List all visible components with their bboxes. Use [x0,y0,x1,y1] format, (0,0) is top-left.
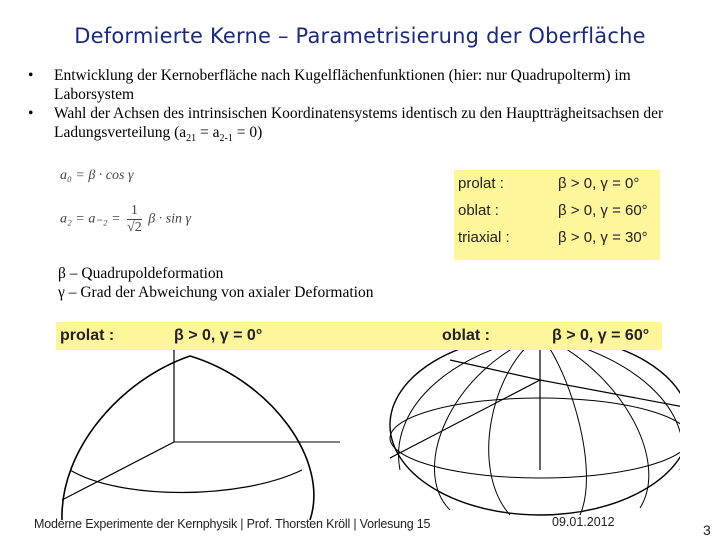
shape-condition: β > 0, γ = 60° [558,202,648,219]
bullet-item-axes [24,104,684,148]
definitions [58,264,373,302]
fraction-numerator: 1 [127,203,142,220]
shape-condition-table [454,170,652,251]
shape-condition: β > 0, γ = 0° [558,175,640,192]
bullet-list [24,66,684,148]
bullet-item-expansion [24,66,684,104]
footer-date: 09.01.2012 [552,515,615,529]
shape-name: prolat : [458,175,504,192]
prolat-label: prolat : [60,327,115,344]
subscript: 2-1 [219,133,233,145]
bullet-text: Entwicklung der Kernoberfläche nach Kugelflächenfunktionen (hier: nur Quadrupolterm) im Laborsystem [54,67,631,103]
fraction-denominator: √2 [127,220,142,235]
oblat-label: oblat : [442,327,490,344]
shape-condition: β > 0, γ = 30° [558,229,648,246]
fraction [127,203,142,236]
page-number: 3 [703,522,711,538]
table-row [454,170,652,197]
formula-a2 [60,203,191,236]
definition-beta: β – Quadrupoldeformation [58,265,224,282]
bullet-mark: • [28,67,34,84]
bullet-mark: • [28,105,34,122]
definition-gamma: γ – Grad der Abweichung von axialer Deformation [58,284,374,301]
formula-lhs: a₂ = a₋₂ = [60,211,121,227]
oblat-condition: β > 0, γ = 60° [552,327,650,344]
oblate-spheroid [390,350,680,515]
shape-name: triaxial : [458,229,510,246]
formula-a0: a₀ = β · cos γ [60,168,134,183]
shape-condition-box [454,170,660,260]
bullet-text: Wahl der Achsen des intrinsischen Koordinatensystems identisch zu den Hauptträgheitsachsen der Ladungsverteilung (a [54,105,664,141]
prolate-spheroid [62,350,340,520]
footer-course: Moderne Experimente der Kernphysik | Prof. Thorsten Kröll | Vorlesung 15 [34,517,431,531]
bullet-text: = a [196,124,220,141]
shape-name: oblat : [458,202,499,219]
table-row [454,224,652,251]
deformation-drawing [40,350,680,520]
subscript: 21 [186,133,197,145]
bullet-text: = 0) [232,124,263,141]
table-row [454,197,652,224]
slide-title: Deformierte Kerne – Parametrisierung der Oberfläche [74,24,646,48]
prolat-condition: β > 0, γ = 0° [174,327,263,344]
shape-label-strip [56,322,662,350]
formula-rhs: β · sin γ [148,211,192,227]
